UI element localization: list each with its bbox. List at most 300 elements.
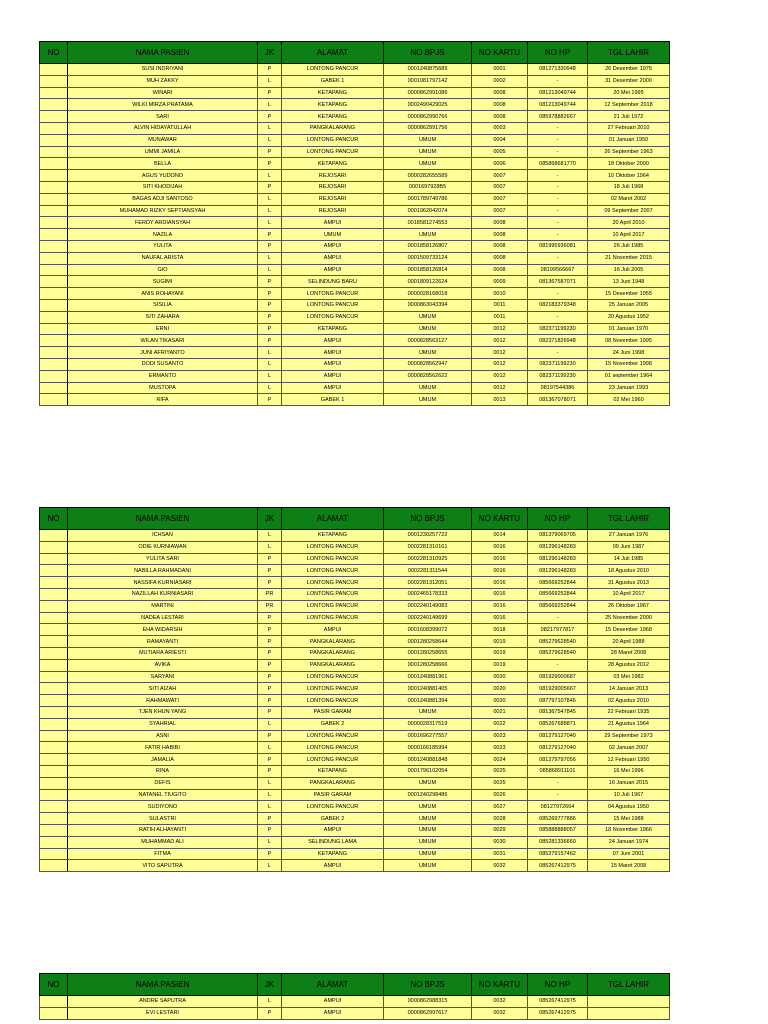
cell-alamat: KETAPANG — [282, 765, 384, 777]
header-alamat: ALAMAT — [282, 974, 384, 996]
table-row — [40, 530, 670, 542]
cell-alamat: AMPUI — [282, 240, 384, 252]
cell-no-kartu: 0016 — [472, 577, 528, 589]
cell-no-hp: 08199566667 — [528, 264, 588, 276]
cell-no-kartu: 0019 — [472, 647, 528, 659]
table-row — [40, 718, 670, 730]
cell-alamat: LONTONG PANCUR — [282, 64, 384, 76]
cell-no-hp: 081213049744 — [528, 87, 588, 99]
cell-jk: P — [258, 659, 282, 671]
cell-jk: P — [258, 848, 282, 860]
cell-no-kartu: 0016 — [472, 588, 528, 600]
cell-no-bpjs: 0001962042074 — [384, 205, 472, 217]
cell-no-hp: - — [528, 612, 588, 624]
cell-alamat: AMPUI — [282, 370, 384, 382]
cell-tgl-lahir: 01 Januari 1950 — [588, 134, 670, 146]
cell-no-kartu: 0012 — [472, 382, 528, 394]
cell-no-kartu: 0007 — [472, 170, 528, 182]
cell-no-hp: 085267688871 — [528, 718, 588, 730]
table-row — [40, 765, 670, 777]
cell-no-hp: - — [528, 311, 588, 323]
cell-alamat: AMPUI — [282, 358, 384, 370]
cell-tgl-lahir: 16 Januari 2015 — [588, 777, 670, 789]
cell-no-hp: - — [528, 789, 588, 801]
cell-tgl-lahir: 02 Agustus 2010 — [588, 695, 670, 707]
cell-alamat: LONTONG PANCUR — [282, 134, 384, 146]
cell-alamat: AMPUI — [282, 252, 384, 264]
cell-no-bpjs: 0000862991756 — [384, 122, 472, 134]
cell-jk: L — [258, 718, 282, 730]
table-row — [40, 624, 670, 636]
cell-nama-pasien: NATANEL TIUGITO — [68, 789, 258, 801]
cell-no-bpjs: 0018581274553 — [384, 217, 472, 229]
cell-tgl-lahir — [588, 1007, 670, 1019]
cell-jk: P — [258, 813, 282, 825]
cell-alamat: AMPUI — [282, 824, 384, 836]
header-no-bpjs: NO BPJS — [384, 42, 472, 64]
cell-jk: L — [258, 370, 282, 382]
cell-no-bpjs: 0001858126814 — [384, 264, 472, 276]
cell-alamat: AMPUI — [282, 335, 384, 347]
cell-no — [40, 146, 68, 158]
cell-no-bpjs: 0001796102054 — [384, 765, 472, 777]
cell-no-kartu: 0030 — [472, 836, 528, 848]
cell-no-kartu: 0020 — [472, 695, 528, 707]
cell-nama-pasien: BAGAS ADJI SANTOSO — [68, 193, 258, 205]
cell-jk: P — [258, 1007, 282, 1019]
cell-no — [40, 111, 68, 123]
cell-tgl-lahir: 18 November 1966 — [588, 824, 670, 836]
cell-jk: L — [258, 134, 282, 146]
cell-no — [40, 335, 68, 347]
cell-jk: P — [258, 754, 282, 766]
cell-no-hp: 085267412975 — [528, 1007, 588, 1019]
cell-no-bpjs: 0001697928B5 — [384, 181, 472, 193]
cell-alamat: AMPUI — [282, 264, 384, 276]
cell-alamat: SELINDUNG LAMA — [282, 836, 384, 848]
cell-no — [40, 553, 68, 565]
cell-tgl-lahir: 24 Juni 1998 — [588, 347, 670, 359]
table-row — [40, 323, 670, 335]
cell-alamat: PANGKALARANG — [282, 636, 384, 648]
cell-no-kartu: 0023 — [472, 742, 528, 754]
cell-no-bpjs: UMUM — [384, 706, 472, 718]
table-row — [40, 217, 670, 229]
cell-no-hp: 082183379348 — [528, 299, 588, 311]
cell-no — [40, 718, 68, 730]
cell-tgl-lahir: 13 Juni 1948 — [588, 276, 670, 288]
cell-no-bpjs: 0001240881848 — [384, 754, 472, 766]
cell-tgl-lahir: 15 Desember 1955 — [588, 288, 670, 300]
table-row — [40, 99, 670, 111]
cell-no-hp: 085888888057 — [528, 824, 588, 836]
cell-tgl-lahir: 15 Maret 2008 — [588, 860, 670, 872]
cell-tgl-lahir: 01 Januari 1970 — [588, 323, 670, 335]
table-row — [40, 382, 670, 394]
cell-jk: L — [258, 742, 282, 754]
cell-tgl-lahir: 27 Januari 1976 — [588, 530, 670, 542]
cell-tgl-lahir: 21 November 2015 — [588, 252, 670, 264]
cell-jk: P — [258, 240, 282, 252]
cell-jk: L — [258, 530, 282, 542]
cell-no-bpjs: 0002281311544 — [384, 565, 472, 577]
cell-tgl-lahir: 26 Oktober 1967 — [588, 600, 670, 612]
table-row — [40, 824, 670, 836]
cell-no-bpjs: 0000862988315 — [384, 996, 472, 1008]
cell-no-hp: 08127972664 — [528, 801, 588, 813]
cell-alamat: LONTONG PANCUR — [282, 695, 384, 707]
cell-jk: P — [258, 323, 282, 335]
cell-tgl-lahir: 26 Desember 1975 — [588, 64, 670, 76]
cell-nama-pasien: ANDRE SAPUTRA — [68, 996, 258, 1008]
cell-no-kartu: 0025 — [472, 777, 528, 789]
cell-jk: P — [258, 181, 282, 193]
cell-tgl-lahir: 09 September 2007 — [588, 205, 670, 217]
cell-jk: L — [258, 99, 282, 111]
cell-no-bpjs: 0001858126807 — [384, 240, 472, 252]
cell-nama-pasien: EVI LESTARI — [68, 1007, 258, 1019]
cell-tgl-lahir: 02 Mei 1960 — [588, 394, 670, 406]
cell-jk: P — [258, 765, 282, 777]
cell-no — [40, 789, 68, 801]
table-row — [40, 347, 670, 359]
header-jk: JK — [258, 42, 282, 64]
cell-no — [40, 612, 68, 624]
table-row — [40, 996, 670, 1008]
cell-nama-pasien: ALVIN HIDAYATULLAH — [68, 122, 258, 134]
cell-no-kartu: 0024 — [472, 754, 528, 766]
cell-no — [40, 836, 68, 848]
cell-no-hp: 082371199230 — [528, 323, 588, 335]
cell-no-kartu: 0016 — [472, 553, 528, 565]
cell-no — [40, 323, 68, 335]
cell-no — [40, 181, 68, 193]
cell-jk: P — [258, 706, 282, 718]
table-row — [40, 264, 670, 276]
cell-nama-pasien: ASNI — [68, 730, 258, 742]
cell-alamat: LONTONG PANCUR — [282, 146, 384, 158]
cell-no-kartu: 0014 — [472, 530, 528, 542]
cell-no-kartu: 0007 — [472, 181, 528, 193]
header-no-kartu: NO KARTU — [472, 42, 528, 64]
cell-no-kartu: 0007 — [472, 205, 528, 217]
header-nama-pasien: NAMA PASIEN — [68, 974, 258, 996]
cell-no-bpjs: 0000863043394 — [384, 299, 472, 311]
cell-no-hp: - — [528, 288, 588, 300]
cell-no-bpjs: UMUM — [384, 860, 472, 872]
table-row — [40, 370, 670, 382]
cell-nama-pasien: DEFIS — [68, 777, 258, 789]
table-row — [40, 358, 670, 370]
cell-nama-pasien: NAUFAL ARISTA — [68, 252, 258, 264]
cell-no-hp: - — [528, 659, 588, 671]
table-row — [40, 252, 670, 264]
cell-tgl-lahir: 22 Februari 1935 — [588, 706, 670, 718]
cell-no-bpjs: UMUM — [384, 848, 472, 860]
table-row — [40, 541, 670, 553]
cell-jk: P — [258, 730, 282, 742]
cell-no-hp: 081379069705 — [528, 530, 588, 542]
cell-no-hp: - — [528, 170, 588, 182]
cell-no-kartu: 0008 — [472, 264, 528, 276]
cell-alamat: AMPUI — [282, 1007, 384, 1019]
cell-jk: P — [258, 64, 282, 76]
cell-alamat: GABEK 2 — [282, 813, 384, 825]
cell-no — [40, 742, 68, 754]
cell-alamat: LONTONG PANCUR — [282, 565, 384, 577]
cell-no-hp: - — [528, 252, 588, 264]
table-row — [40, 789, 670, 801]
cell-no-hp: - — [528, 75, 588, 87]
cell-nama-pasien: NADEA LESTARI — [68, 612, 258, 624]
cell-alamat: PASIR GARAM — [282, 706, 384, 718]
table-row — [40, 706, 670, 718]
cell-alamat: KETAPANG — [282, 111, 384, 123]
cell-no-kartu: 0008 — [472, 229, 528, 241]
cell-jk: L — [258, 777, 282, 789]
cell-no-kartu: 0010 — [472, 288, 528, 300]
cell-no-kartu: 0029 — [472, 824, 528, 836]
cell-jk: L — [258, 382, 282, 394]
cell-no-hp: 08197544386 — [528, 382, 588, 394]
cell-nama-pasien: NABILLA RAHMADANI — [68, 565, 258, 577]
cell-no-kartu: 0032 — [472, 1007, 528, 1019]
cell-jk: P — [258, 87, 282, 99]
cell-jk: P — [258, 311, 282, 323]
cell-no-bpjs: 0001608399072 — [384, 624, 472, 636]
cell-tgl-lahir: 18 Oktober 2000 — [588, 158, 670, 170]
cell-alamat: KETAPANG — [282, 530, 384, 542]
cell-no — [40, 75, 68, 87]
table-row — [40, 87, 670, 99]
cell-no — [40, 311, 68, 323]
cell-jk: P — [258, 565, 282, 577]
cell-tgl-lahir: 10 Juli 1967 — [588, 789, 670, 801]
cell-no-bpjs: 0001240298486 — [384, 789, 472, 801]
cell-no-bpjs: 0002465178333 — [384, 588, 472, 600]
table-row — [40, 777, 670, 789]
cell-no-kartu: 0018 — [472, 624, 528, 636]
table-row — [40, 577, 670, 589]
cell-nama-pasien: RIFA — [68, 394, 258, 406]
cell-no-bpjs: 0001240881961 — [384, 671, 472, 683]
header-tgl-lahir: TGL LAHIR — [588, 42, 670, 64]
cell-no-bpjs: 0002240149083 — [384, 600, 472, 612]
cell-alamat: LONTONG PANCUR — [282, 683, 384, 695]
cell-no-bpjs: 0002240149699 — [384, 612, 472, 624]
cell-no-bpjs: 0000828562622 — [384, 370, 472, 382]
cell-nama-pasien: ICHSAN — [68, 530, 258, 542]
cell-nama-pasien: FERDY ARDIANSYAH — [68, 217, 258, 229]
cell-tgl-lahir: 20 Agustus 1952 — [588, 311, 670, 323]
cell-alamat: REJOSARI — [282, 181, 384, 193]
cell-no-kartu: 0002 — [472, 75, 528, 87]
cell-nama-pasien: WILKI MIRZA PRATAMA — [68, 99, 258, 111]
cell-no-bpjs: 0001280258655 — [384, 647, 472, 659]
cell-nama-pasien: WINARI — [68, 87, 258, 99]
header-tgl-lahir: TGL LAHIR — [588, 508, 670, 530]
table-row — [40, 158, 670, 170]
cell-jk: L — [258, 75, 282, 87]
cell-no-hp: 081279797056 — [528, 754, 588, 766]
cell-nama-pasien: MUTIARA ARIESTI — [68, 647, 258, 659]
cell-no-bpjs: UMUM — [384, 347, 472, 359]
cell-tgl-lahir: 26 September 1963 — [588, 146, 670, 158]
cell-nama-pasien: MUSTOPA — [68, 382, 258, 394]
cell-tgl-lahir: 12 September 2018 — [588, 99, 670, 111]
cell-tgl-lahir: 03 Mei 1982 — [588, 671, 670, 683]
cell-no-bpjs: 0001789749786 — [384, 193, 472, 205]
cell-no-hp: - — [528, 181, 588, 193]
cell-alamat: AMPUI — [282, 217, 384, 229]
cell-nama-pasien: FATIR HABIBI — [68, 742, 258, 754]
cell-alamat: PASIR GARAM — [282, 789, 384, 801]
table-row — [40, 205, 670, 217]
cell-nama-pasien: FITMA — [68, 848, 258, 860]
cell-alamat: UMUM — [282, 229, 384, 241]
cell-no-hp: 081296148283 — [528, 541, 588, 553]
cell-alamat: LONTONG PANCUR — [282, 311, 384, 323]
cell-tgl-lahir: 15 November 1998 — [588, 358, 670, 370]
table-row — [40, 671, 670, 683]
cell-alamat: LONTONG PANCUR — [282, 754, 384, 766]
cell-jk: P — [258, 158, 282, 170]
cell-no — [40, 382, 68, 394]
cell-alamat: LONTONG PANCUR — [282, 730, 384, 742]
cell-tgl-lahir: 23 Januari 1993 — [588, 382, 670, 394]
patient-table-1 — [39, 41, 670, 406]
cell-no-kartu: 0031 — [472, 848, 528, 860]
cell-tgl-lahir: 02 Maret 2002 — [588, 193, 670, 205]
cell-jk: L — [258, 170, 282, 182]
cell-nama-pasien: SUGIMI — [68, 276, 258, 288]
cell-no-kartu: 0008 — [472, 87, 528, 99]
cell-tgl-lahir: 02 Januari 2007 — [588, 742, 670, 754]
cell-no-kartu: 0032 — [472, 860, 528, 872]
cell-no — [40, 276, 68, 288]
cell-no-hp: 081367547845 — [528, 706, 588, 718]
cell-no-hp: - — [528, 193, 588, 205]
cell-nama-pasien: SUDIYONO — [68, 801, 258, 813]
header-no: NO — [40, 508, 68, 530]
cell-no-kartu: 0013 — [472, 394, 528, 406]
cell-no-kartu: 0032 — [472, 996, 528, 1008]
cell-no-hp: 081929005667 — [528, 683, 588, 695]
cell-no — [40, 695, 68, 707]
cell-alamat: AMPUI — [282, 860, 384, 872]
cell-no-kartu: 0008 — [472, 252, 528, 264]
cell-tgl-lahir: 28 Maret 2008 — [588, 647, 670, 659]
cell-jk: P — [258, 636, 282, 648]
header-no-bpjs: NO BPJS — [384, 974, 472, 996]
cell-alamat: AMPUI — [282, 347, 384, 359]
cell-no-bpjs: UMUM — [384, 813, 472, 825]
cell-tgl-lahir: 18 Juli 1968 — [588, 181, 670, 193]
cell-nama-pasien: ODIE KURNIAWAN — [68, 541, 258, 553]
cell-alamat: REJOSARI — [282, 193, 384, 205]
cell-no-kartu: 0016 — [472, 600, 528, 612]
cell-jk: L — [258, 205, 282, 217]
cell-no-kartu: 0006 — [472, 158, 528, 170]
cell-jk: L — [258, 996, 282, 1008]
cell-no-kartu: 0016 — [472, 612, 528, 624]
cell-tgl-lahir: 15 Desember 1968 — [588, 624, 670, 636]
cell-no — [40, 134, 68, 146]
cell-no-kartu: 0020 — [472, 671, 528, 683]
cell-no — [40, 299, 68, 311]
cell-no-bpjs: UMUM — [384, 134, 472, 146]
cell-nama-pasien: RINA — [68, 765, 258, 777]
cell-no-kartu: 0003 — [472, 122, 528, 134]
cell-jk: P — [258, 146, 282, 158]
cell-no — [40, 1007, 68, 1019]
cell-no-hp: 085267412975 — [528, 996, 588, 1008]
cell-no-kartu: 0019 — [472, 636, 528, 648]
cell-tgl-lahir: 31 Desember 2000 — [588, 75, 670, 87]
cell-no-hp: - — [528, 777, 588, 789]
table-row — [40, 848, 670, 860]
table-row — [40, 813, 670, 825]
cell-no — [40, 530, 68, 542]
cell-no-hp: - — [528, 146, 588, 158]
table-row — [40, 647, 670, 659]
cell-no-bpjs: 0001081797142 — [384, 75, 472, 87]
cell-tgl-lahir: 10 Oktober 1964 — [588, 170, 670, 182]
cell-no-hp: - — [528, 229, 588, 241]
header-no-hp: NO HP — [528, 42, 588, 64]
patient-table-3 — [39, 973, 670, 1020]
cell-no — [40, 64, 68, 76]
cell-nama-pasien: YULITA SARI — [68, 553, 258, 565]
cell-tgl-lahir: 28 Agustus 2012 — [588, 659, 670, 671]
cell-no-kartu: 0012 — [472, 335, 528, 347]
header-no-bpjs: NO BPJS — [384, 508, 472, 530]
cell-jk: L — [258, 122, 282, 134]
cell-alamat: AMPUI — [282, 996, 384, 1008]
cell-jk: P — [258, 695, 282, 707]
cell-jk: P — [258, 335, 282, 347]
cell-no — [40, 754, 68, 766]
cell-nama-pasien: NAZILLAH KURNIASARI — [68, 588, 258, 600]
cell-no-hp: 087797107846 — [528, 695, 588, 707]
table-row — [40, 742, 670, 754]
cell-tgl-lahir: 16 Juli 2005 — [588, 264, 670, 276]
cell-no-bpjs: UMUM — [384, 836, 472, 848]
cell-no-hp: 085279157462 — [528, 848, 588, 860]
cell-jk: L — [258, 860, 282, 872]
table-row — [40, 588, 670, 600]
header-row — [40, 974, 670, 996]
cell-jk: P — [258, 276, 282, 288]
cell-no-kartu: 0028 — [472, 813, 528, 825]
cell-jk: L — [258, 801, 282, 813]
cell-tgl-lahir: 08 November 1995 — [588, 335, 670, 347]
table-row — [40, 565, 670, 577]
cell-tgl-lahir: 21 Juli 1972 — [588, 111, 670, 123]
table-row — [40, 553, 670, 565]
cell-no-hp: 085279628540 — [528, 647, 588, 659]
cell-no-kartu: 0020 — [472, 683, 528, 695]
cell-no-hp: 085868911101 — [528, 765, 588, 777]
cell-no — [40, 217, 68, 229]
cell-no — [40, 565, 68, 577]
cell-no-hp: 081271330948 — [528, 64, 588, 76]
cell-jk: P — [258, 612, 282, 624]
cell-alamat: REJOSARI — [282, 205, 384, 217]
cell-no-hp: 08217977817 — [528, 624, 588, 636]
cell-no-hp: 081296148283 — [528, 553, 588, 565]
cell-no-kartu: 0004 — [472, 134, 528, 146]
